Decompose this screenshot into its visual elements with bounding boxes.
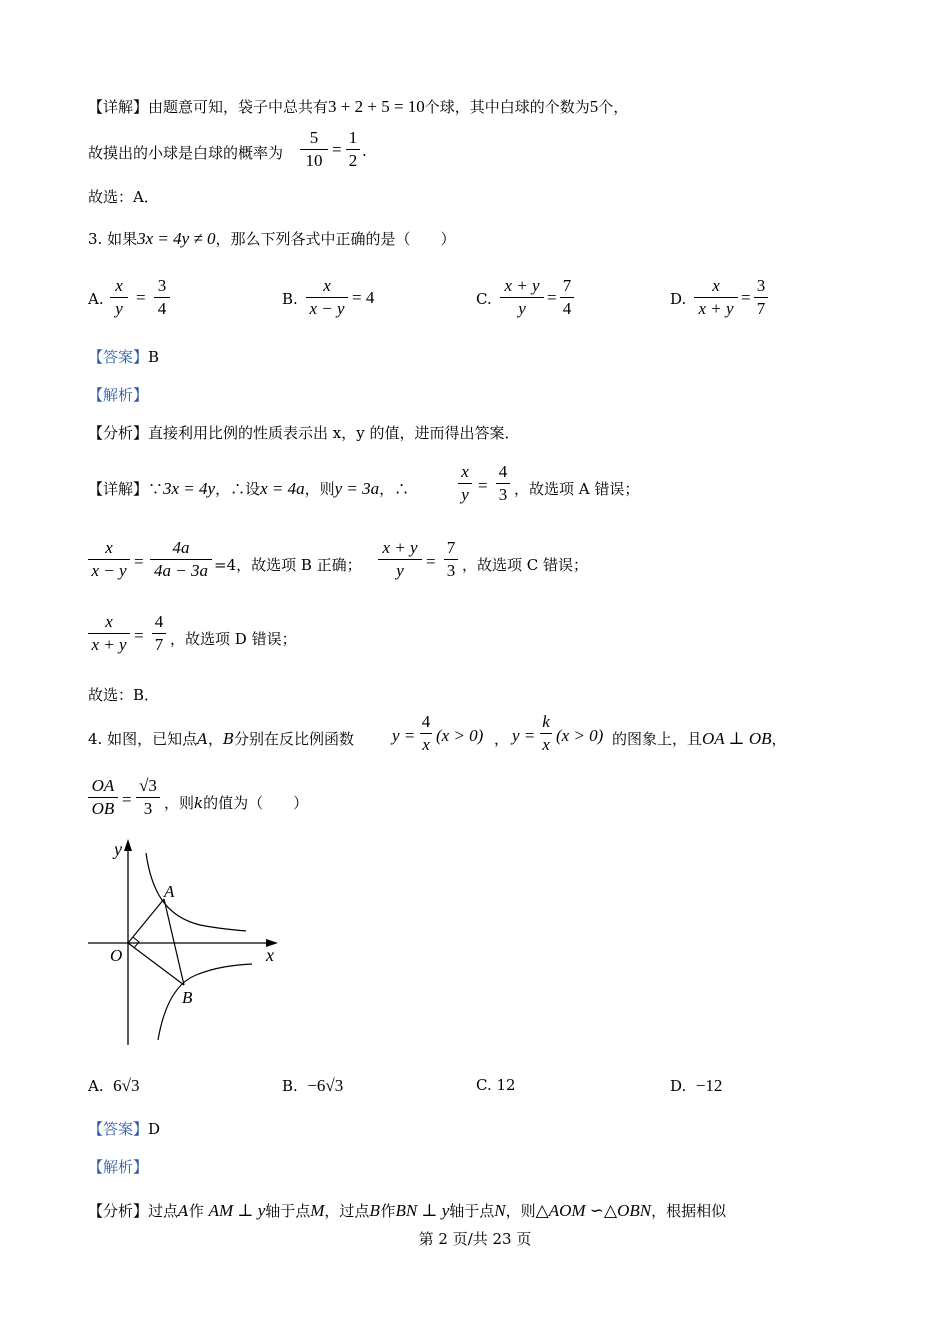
text: =4，故选项 B 正确； [214, 556, 362, 574]
q3-fenxi: 【分析】直接利用比例的性质表示出 x，y 的值，进而得出答案． [88, 424, 520, 442]
q3-detail-text: 【详解】∵3x = 4y，∴设x = 4a，则y = 3a，∴ [88, 479, 410, 498]
equals: = [426, 552, 436, 571]
equals: = [136, 288, 146, 307]
equals: = [741, 288, 751, 307]
option-b-label: B. [282, 290, 298, 308]
q3-answer: 【答案】B [88, 348, 160, 366]
func2-cond: (x > 0) [556, 726, 604, 745]
detail-line-2-text: 故摸出的小球是白球的概率为 [88, 144, 284, 162]
o-label: O [110, 946, 123, 965]
q3-stem: 3. 如果3x = 4y ≠ 0，那么下列各式中正确的是（ ） [88, 229, 456, 248]
detail-line-1 [88, 96, 628, 117]
func1-lhs: y = [392, 726, 416, 745]
q4-option-c: C. 12 [476, 1076, 516, 1094]
l3-fraction-2: 4 7 [152, 612, 166, 655]
equals: = [332, 140, 342, 159]
q4-stem-a: 4. 如图，已知点A，B分别在反比例函数 [88, 730, 354, 748]
conclusion: 故选：A． [88, 188, 159, 206]
text: ，故选项 A 错误； [514, 480, 640, 498]
option-a-fraction: x y [110, 276, 128, 319]
y-label: y [114, 839, 122, 859]
l2-fraction-3: x + y y [378, 538, 422, 581]
option-a-label: A. [88, 290, 104, 308]
text: 【详解】由题意可知，袋子中总共有 [88, 98, 329, 116]
equals: = [478, 476, 488, 495]
option-c-label: C. [476, 290, 492, 308]
period: . [362, 142, 367, 160]
option-a-value: 3 4 [154, 276, 170, 319]
a-label: A [164, 882, 175, 901]
q4-analysis-tag: 【解析】 [88, 1158, 149, 1176]
func2-lhs: y = [512, 726, 536, 745]
b-label: B [182, 988, 193, 1007]
option-d-value: 3 7 [754, 276, 768, 319]
q4-answer: 【答案】D [88, 1120, 161, 1138]
option-d-fraction: x x + y [694, 276, 738, 319]
equals: = [134, 626, 144, 645]
func1-fraction: 4 x [421, 712, 431, 754]
q4-fenxi: 【分析】过点A作 AM ⊥ y轴于点M，过点B作BN ⊥ y轴于点N，则△AOM ∽△OBN，根据相似 [88, 1201, 727, 1220]
text: 个球，其中白球的个数为 [424, 98, 590, 116]
hyperbola-graph [80, 835, 290, 1050]
q4-option-b: B. −6√3 [282, 1076, 344, 1095]
option-c-value: 7 4 [560, 276, 574, 319]
q3-conclusion: 故选：B． [88, 686, 160, 704]
q4-option-a: A. 6√3 [88, 1076, 140, 1095]
text: ，故选项 D 错误； [170, 630, 297, 648]
detail-fraction-x-y: x y [458, 462, 472, 505]
y-axis-arrow [124, 839, 132, 851]
detail-fraction-4-3: 4 3 [496, 462, 510, 505]
fraction-1-2: 1 2 [346, 128, 360, 171]
equals: = [547, 288, 557, 307]
q4-option-d: D. −12 [670, 1076, 723, 1095]
option-b-value: = 4 [352, 288, 375, 307]
segment-oa [128, 899, 164, 943]
l2-fraction-2: 4a 4a − 3a [150, 538, 212, 581]
l2-fraction-1: x x − y [88, 538, 130, 581]
text: 个， [598, 98, 629, 116]
text: ， [494, 730, 510, 748]
math: 5 [589, 97, 599, 116]
q4-stem-d: 的图象上，且OA ⊥ OB， [612, 729, 787, 748]
sqrt3-over-3: √3 3 [136, 776, 160, 819]
func1-cond: (x > 0) [436, 726, 484, 745]
q3-analysis-tag: 【解析】 [88, 386, 149, 404]
option-d-label: D. [670, 290, 687, 308]
page-footer: 第 2 页/共 23 页 [418, 1230, 532, 1248]
x-label: x [266, 945, 274, 965]
ratio-fraction: OA OB [88, 776, 118, 819]
l2-fraction-4: 7 3 [444, 538, 458, 581]
option-c-fraction: x + y y [500, 276, 544, 319]
text: ，故选项 C 错误； [462, 556, 589, 574]
q4-stem-f: ，则k的值为（ ） [164, 794, 309, 812]
math: 3 + 2 + 5 = 10 [328, 97, 425, 116]
equals: = [134, 552, 144, 571]
func2-fraction: k x [540, 712, 552, 755]
equals: = [122, 790, 132, 809]
option-b-fraction: x x − y [306, 276, 348, 319]
l3-fraction-1: x x + y [88, 612, 130, 655]
fraction-5-10: 5 10 [300, 128, 328, 171]
curve-upper [146, 853, 246, 931]
